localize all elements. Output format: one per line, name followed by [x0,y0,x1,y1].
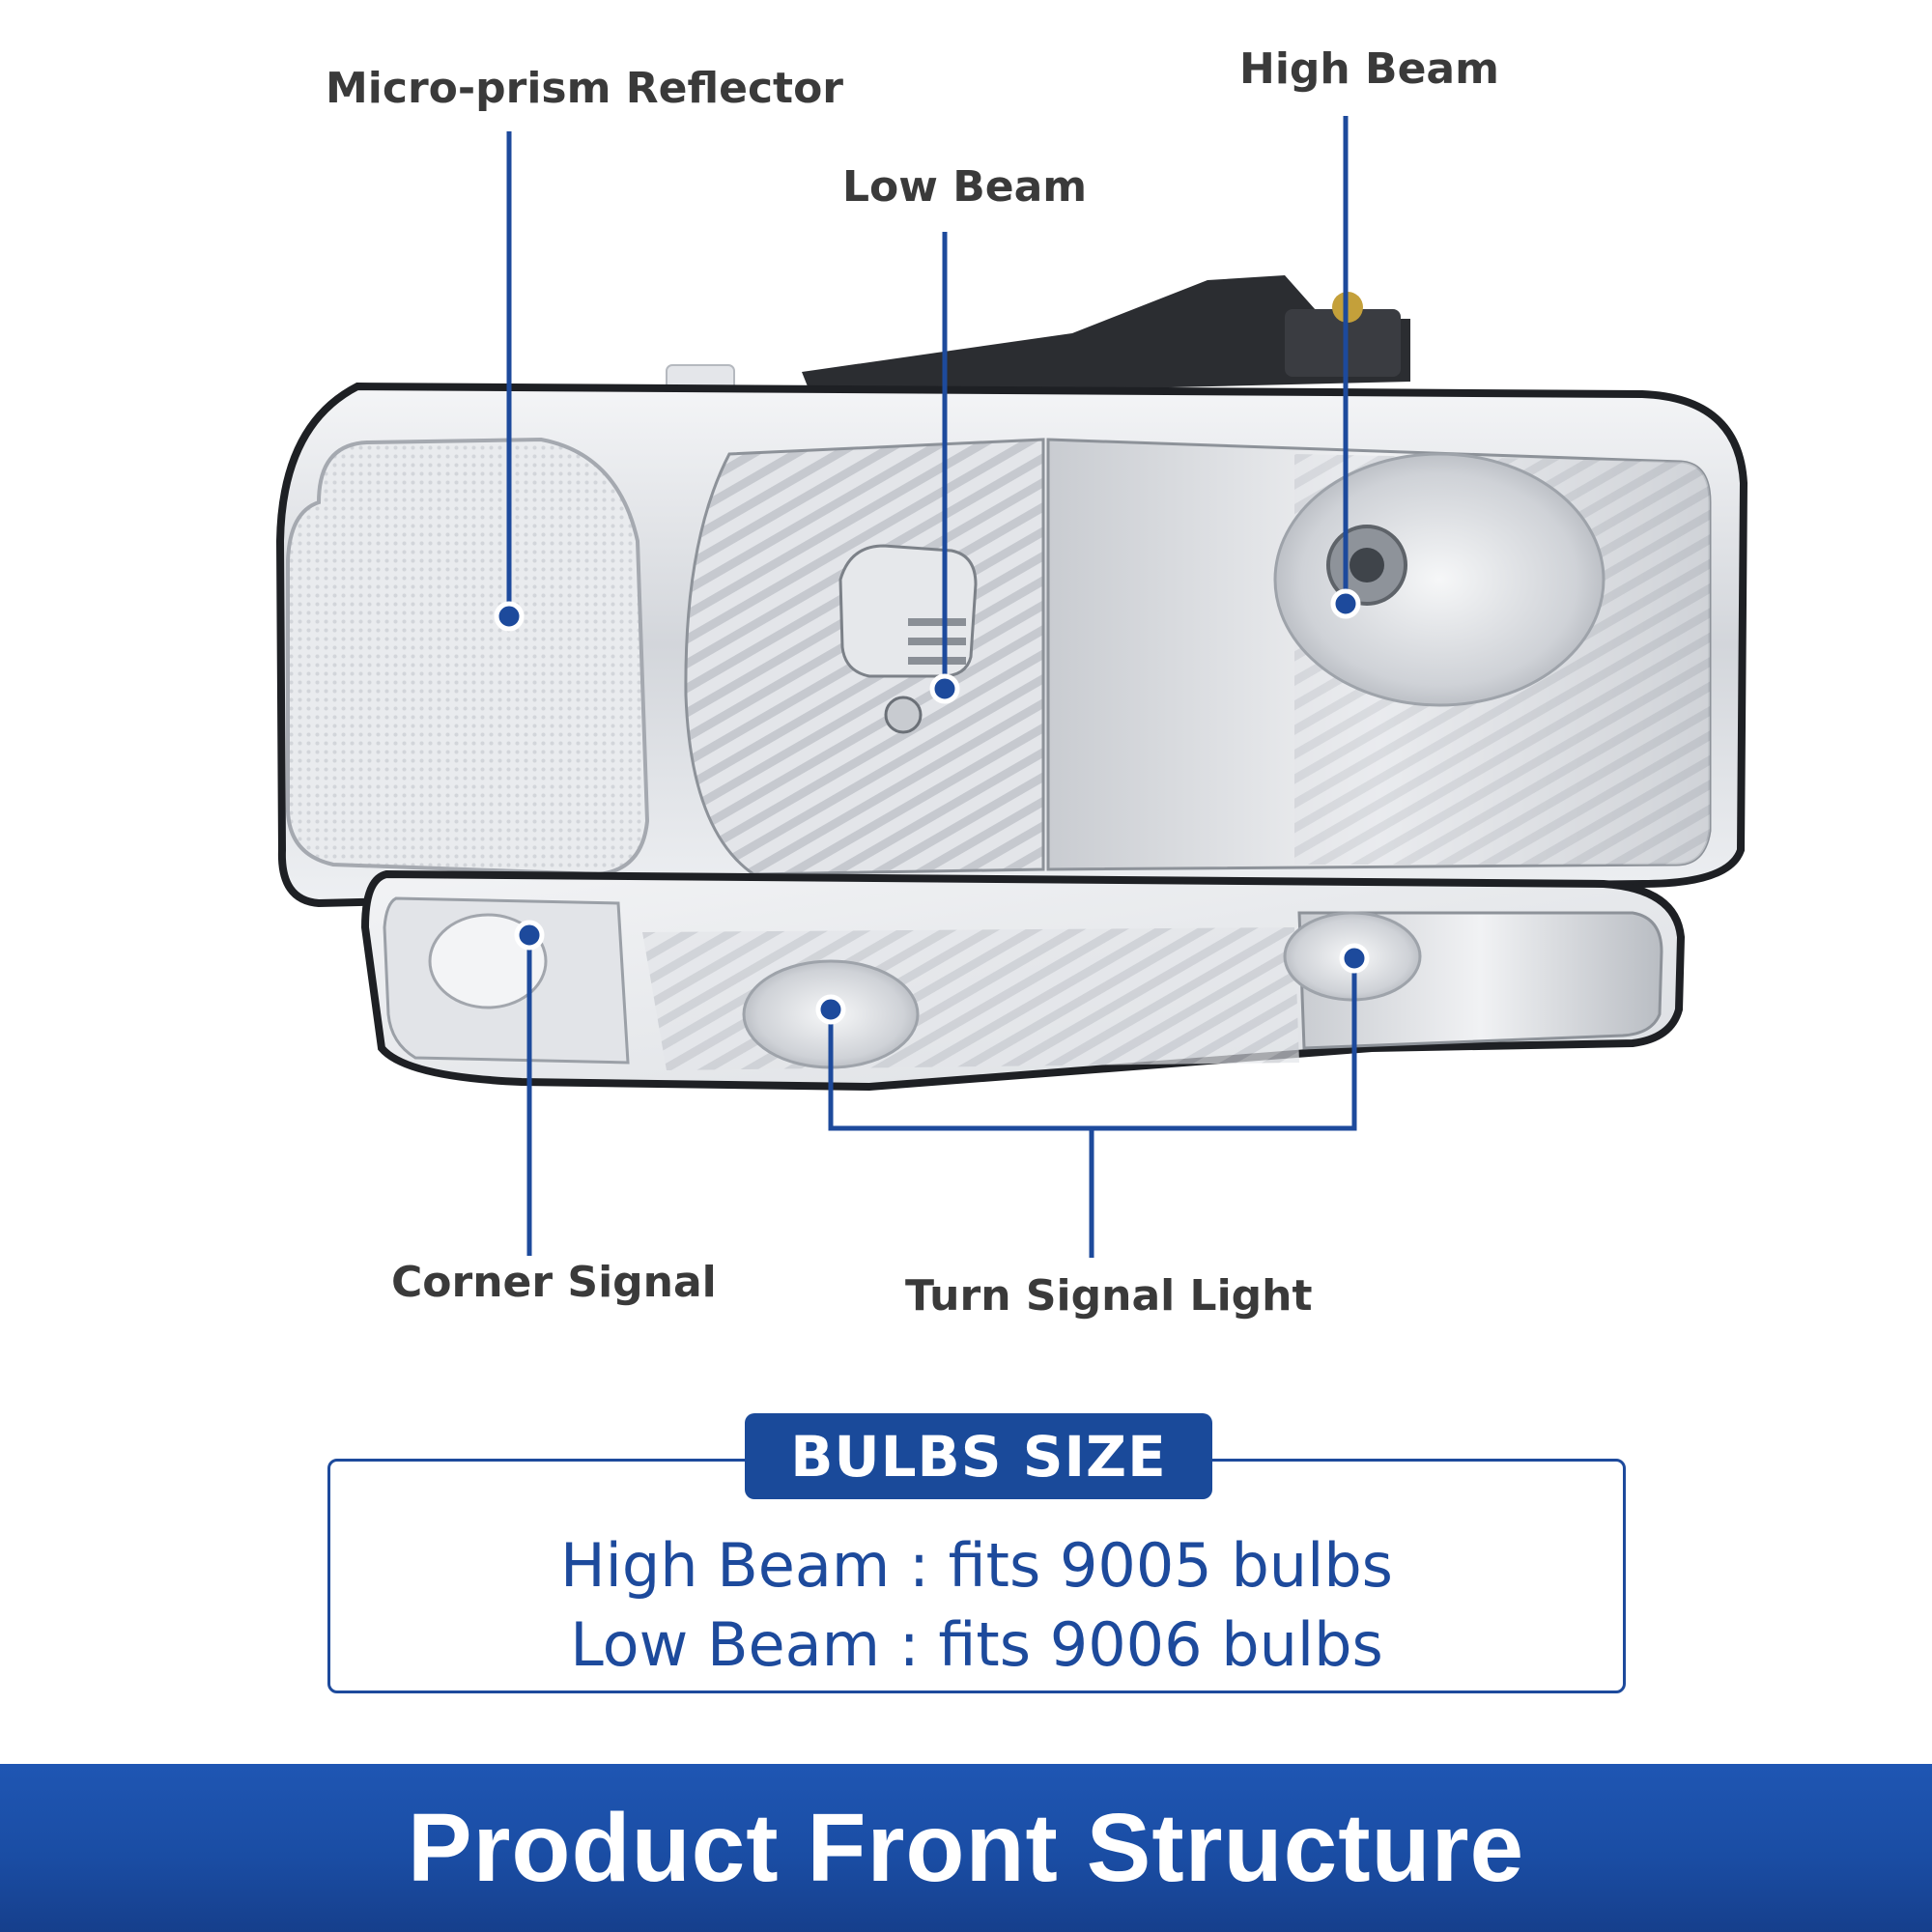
rear-housing [667,275,1410,396]
footer-banner [0,1764,1932,1932]
headlight-housing [280,386,1744,903]
bulbs-size-title: BULBS SIZE [745,1413,1212,1499]
reflector-label: Micro-prism Reflector [326,64,843,113]
reflector-callout-dot [497,604,522,629]
corner-signal-label: Corner Signal [391,1258,717,1307]
high-beam-label: High Beam [1239,44,1499,94]
low-beam-label: Low Beam [842,162,1088,212]
high-beam-callout-dot [1333,591,1358,616]
turn-signal-left-callout-dot [818,997,843,1022]
turn-signal-right-callout-dot [1342,946,1367,971]
footer-title: Product Front Structure [407,1794,1525,1902]
turn-signal-label: Turn Signal Light [905,1271,1313,1321]
high-beam-spec: High Beam : fits 9005 bulbs [560,1530,1393,1601]
corner-signal-callout-dot [517,923,542,948]
low-beam-spec: Low Beam : fits 9006 bulbs [570,1609,1383,1680]
low-beam-callout-dot [932,676,957,701]
signal-lamp [365,874,1681,1087]
